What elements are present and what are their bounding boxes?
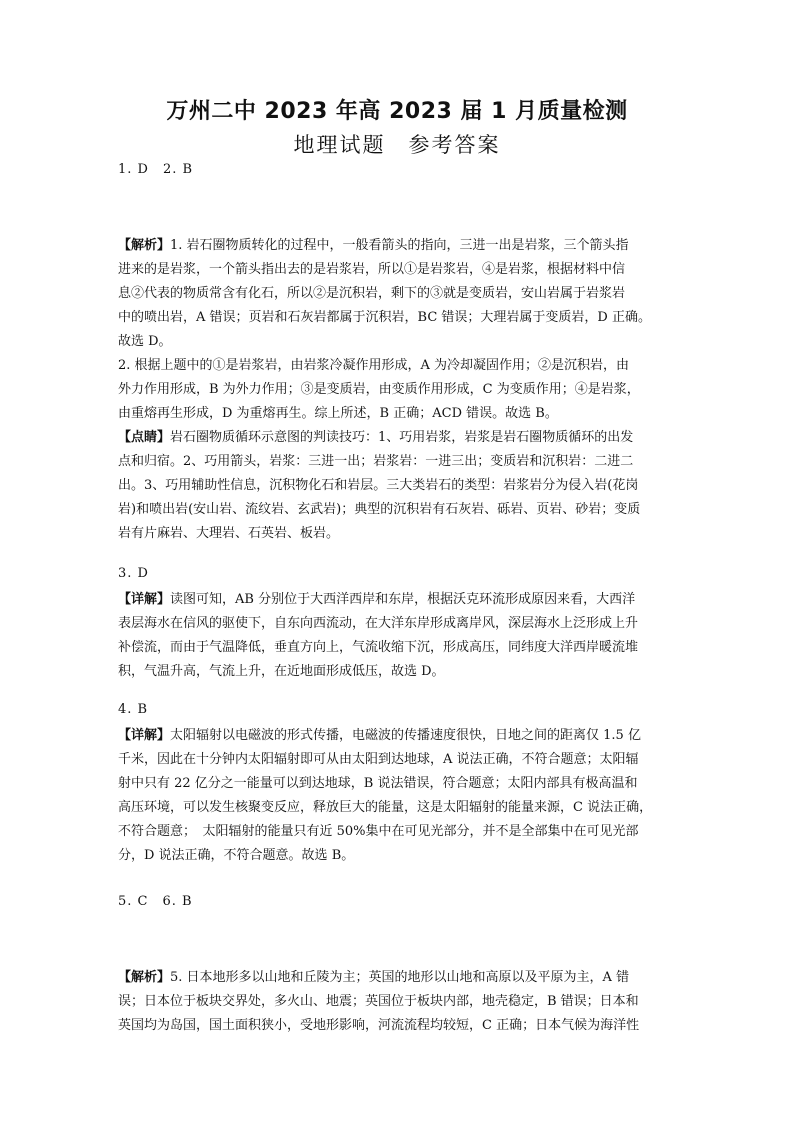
- analysis-tag: 【解析】: [118, 970, 171, 985]
- answer-5-6: 5. C 6. B: [118, 894, 193, 909]
- document-subtitle: 地理试题 参考答案: [293, 133, 501, 157]
- tip-line: 岩)和喷出岩(安山岩、流纹岩、玄武岩)；典型的沉积岩有石灰岩、砾岩、页岩、砂岩；变质: [118, 502, 641, 517]
- detail-3: [118, 588, 688, 684]
- tip-line: 岩有片麻岩、大理岩、石英岩、板岩。: [118, 526, 340, 541]
- tip-tag: 【点睛】: [118, 430, 171, 445]
- analysis-line: 息②代表的物质常含有化石，所以②是沉积岩，剩下的③就是变质岩，安山岩属于岩浆岩: [118, 286, 626, 301]
- analysis-line: 【解析】1. 岩石圈物质转化的过程中，一般看箭头的指向，三进一出是岩浆，三个箭头指: [118, 238, 629, 253]
- answer-4: 4. B: [118, 702, 149, 717]
- tip-line: 点和归宿。2、巧用箭头，岩浆：三进一出；岩浆岩：一进三出；变质岩和沉积岩：二进二: [118, 454, 634, 469]
- detail-line: 【详解】太阳辐射以电磁波的形式传播，电磁波的传播速度很快，日地之间的距离仅 1.5 亿: [118, 728, 641, 743]
- detail-line: 千米，因此在十分钟内太阳辐射即可从由太阳到达地球，A 说法正确，不符合题意；太阳辐: [118, 752, 639, 767]
- detail-line: 积，气温升高，气流上升，在近地面形成低压，故选 D。: [118, 664, 445, 679]
- detail-line: 射中只有 22 亿分之一能量可以到达地球，B 说法错误，符合题意；太阳内部具有极高温和: [118, 776, 638, 791]
- document-title: 万州二中 2023 年高 2023 届 1 月质量检测: [166, 99, 628, 124]
- analysis-tag: 【解析】: [118, 238, 171, 253]
- analysis-line: 2. 根据上题中的①是岩浆岩，由岩浆冷凝作用形成，A 为冷却凝固作用；②是沉积岩，由: [118, 358, 630, 373]
- tip-section: [118, 426, 688, 546]
- analysis-line: 外力作用形成，B 为外力作用；③是变质岩，由变质作用形成，C 为变质作用；④是岩浆，: [118, 382, 640, 397]
- analysis-line: 误；日本位于板块交界处，多火山、地震；英国位于板块内部，地壳稳定，B 错误；日本和: [118, 994, 639, 1009]
- detail-tag: 【详解】: [118, 592, 171, 607]
- analysis-line: 故选 D。: [118, 334, 172, 349]
- analysis-5-6: [118, 966, 688, 1038]
- tip-line: 【点睛】岩石圈物质循环示意图的判读技巧：1、巧用岩浆，岩浆是岩石圈物质循环的出发: [118, 430, 634, 445]
- detail-line: 表层海水在信风的驱使下，自东向西流动，在大洋东岸形成离岸风，深层海水上泛形成上升: [118, 616, 639, 631]
- analysis-line: 英国均为岛国，国土面积狭小，受地形影响，河流流程均较短，C 正确；日本气候为海洋性: [118, 1018, 640, 1033]
- analysis-line: 中的喷出岩，A 错误；页岩和石灰岩都属于沉积岩，BC 错误；大理岩属于变质岩，D 正确。: [118, 310, 651, 325]
- detail-tag: 【详解】: [118, 728, 171, 743]
- analysis-line: 由重熔再生形成，D 为重熔再生。综上所述，B 正确；ACD 错误。故选 B。: [118, 406, 558, 421]
- analysis-line: 进来的是岩浆，一个箭头指出去的是岩浆岩，所以①是岩浆岩，④是岩浆，根据材料中信: [118, 262, 626, 277]
- detail-line: 【详解】读图可知，AB 分别位于大西洋西岸和东岸，根据沃克环流形成原因来看，大西洋: [118, 592, 636, 607]
- analysis-line: 【解析】5. 日本地形多以山地和丘陵为主；英国的地形以山地和高原以及平原为主，A 错: [118, 970, 630, 985]
- answer-1-2: 1. D 2. B: [118, 162, 194, 177]
- detail-line: 补偿流，而由于气温降低，垂直方向上，气流收缩下沉，形成高压，同纬度大洋西岸暖流堆: [118, 640, 639, 655]
- analysis-1-2: [118, 234, 688, 426]
- detail-line: 高压环境，可以发生核聚变反应，释放巨大的能量，这是太阳辐射的能量来源，C 说法正确，: [118, 800, 653, 815]
- detail-line: 分，D 说法正确，不符合题意。故选 B。: [118, 848, 355, 863]
- detail-line: 不符合题意； 太阳辐射的能量只有近 50%集中在可见光部分，并不是全部集中在可见光部: [118, 824, 639, 839]
- answer-3: 3. D: [118, 566, 149, 581]
- tip-line: 出。3、巧用辅助性信息，沉积物化石和岩层。三大类岩石的类型：岩浆岩分为侵入岩(花岗: [118, 478, 639, 493]
- detail-4: [118, 724, 688, 868]
